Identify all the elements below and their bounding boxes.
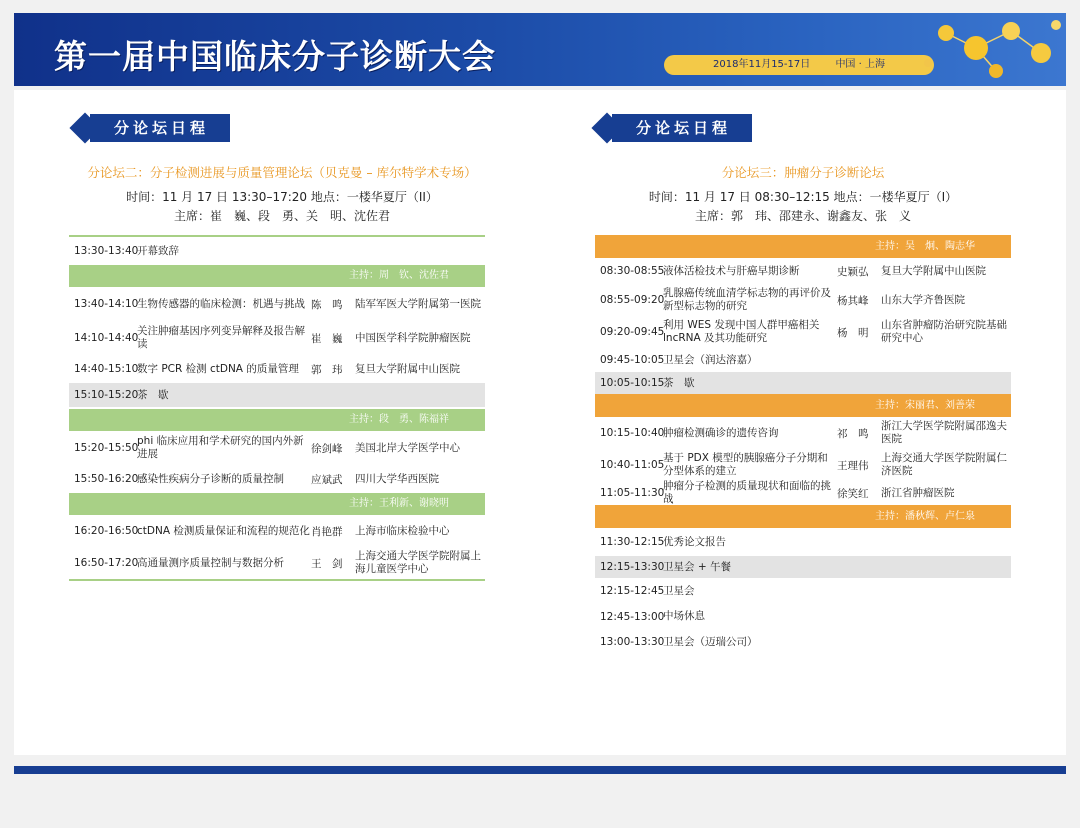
break-row bbox=[595, 372, 1011, 394]
row-time: 12:15-13:30 bbox=[600, 561, 665, 573]
row-time: 09:20-09:45 bbox=[600, 326, 665, 338]
row-org: 山东大学齐鲁医院 bbox=[881, 293, 965, 306]
row-org: 复旦大学附属中山医院 bbox=[881, 264, 986, 277]
molecule-decoration-icon bbox=[916, 13, 1066, 86]
row-org: 四川大学华西医院 bbox=[355, 472, 439, 485]
row-topic: 卫星会 + 午餐 bbox=[663, 560, 731, 573]
row-org: 陆军军医大学附属第一医院 bbox=[355, 297, 481, 310]
row-topic: 关注肿瘤基因序列变异解释及报告解读 bbox=[137, 325, 305, 350]
host-band: 主持：宋丽君、刘善荣 bbox=[595, 394, 1011, 417]
row-time: 10:05-10:15 bbox=[600, 377, 665, 389]
divider bbox=[69, 579, 485, 581]
lunch-row bbox=[595, 556, 1011, 578]
row-topic: 液体活检技术与肝癌早期诊断 bbox=[663, 264, 800, 277]
schedule-table bbox=[595, 235, 1011, 655]
row-speaker: 徐剑峰 bbox=[311, 442, 343, 455]
row-topic: 乳腺癌传统血清学标志物的再评价及新型标志物的研究 bbox=[663, 287, 831, 312]
row-speaker: 应斌武 bbox=[311, 473, 343, 486]
row-topic: 数字 PCR 检测 ctDNA 的质量管理 bbox=[137, 362, 299, 375]
table-row bbox=[595, 528, 1011, 556]
forum-time: 时间：11 月 17 日 13:30–17:20 地点：一楼华夏厅（II） bbox=[126, 190, 438, 204]
table-row bbox=[69, 547, 485, 579]
row-topic: 茶 歇 bbox=[663, 376, 695, 389]
table-row bbox=[69, 431, 485, 465]
row-time: 11:30-12:15 bbox=[600, 536, 665, 548]
row-speaker: 陈 鸣 bbox=[311, 298, 343, 311]
table-row bbox=[595, 316, 1011, 348]
section-tag bbox=[596, 114, 756, 142]
forum-title: 分论坛三：肿瘤分子诊断论坛 bbox=[721, 165, 885, 180]
table-row bbox=[69, 321, 485, 355]
right-page bbox=[544, 90, 1066, 755]
date-location-badge bbox=[664, 55, 934, 75]
table-row bbox=[595, 604, 1011, 629]
row-topic: 茶 歇 bbox=[137, 388, 169, 401]
footer-bar bbox=[14, 766, 1066, 774]
conference-title: 第一届中国临床分子诊断大会 bbox=[54, 37, 496, 76]
row-topic: 高通量测序质量控制与数据分析 bbox=[137, 556, 284, 569]
table-row bbox=[595, 417, 1011, 449]
host-band: 主持：王利新、谢晓明 bbox=[69, 493, 485, 515]
row-speaker: 崔 巍 bbox=[311, 332, 343, 345]
table-row bbox=[595, 284, 1011, 316]
table-row bbox=[595, 449, 1011, 481]
forum-chairs: 主席：崔 巍、段 勇、关 明、沈佐君 bbox=[173, 209, 390, 223]
row-speaker: 史颖弘 bbox=[837, 265, 869, 278]
row-topic: ctDNA 检测质量保证和流程的规范化 bbox=[137, 524, 310, 537]
row-speaker: 肖艳群 bbox=[311, 525, 343, 538]
row-time: 15:20-15:50 bbox=[74, 442, 139, 454]
row-topic: 基于 PDX 模型的胰腺癌分子分期和分型体系的建立 bbox=[663, 452, 828, 477]
host-band: 主持：吴 炯、陶志华 bbox=[595, 235, 1011, 258]
table-row bbox=[595, 578, 1011, 604]
table-row bbox=[69, 465, 485, 493]
forum-title: 分论坛二：分子检测进展与质量管理论坛（贝克曼 – 库尔特学术专场） bbox=[87, 165, 477, 180]
row-time: 09:45-10:05 bbox=[600, 354, 665, 366]
row-topic: phi 临床应用和学术研究的国内外新进展 bbox=[137, 435, 304, 460]
row-time: 13:00-13:30 bbox=[600, 636, 665, 648]
row-topic: 中场休息 bbox=[663, 610, 705, 622]
table-row bbox=[69, 287, 485, 321]
row-speaker: 王 剑 bbox=[311, 557, 343, 570]
row-time: 10:40-11:05 bbox=[600, 459, 665, 471]
row-time: 08:55-09:20 bbox=[600, 294, 665, 306]
schedule-table bbox=[69, 235, 485, 581]
row-topic: 卫星会（润达溶嘉） bbox=[663, 353, 758, 366]
row-org: 浙江省肿瘤医院 bbox=[881, 486, 955, 499]
row-org: 浙江大学医学院附属邵逸夫医院 bbox=[881, 420, 1007, 445]
row-time: 13:30-13:40 bbox=[74, 245, 139, 257]
section-tag bbox=[74, 114, 234, 142]
table-row bbox=[595, 348, 1011, 372]
row-topic: 优秀论文报告 bbox=[663, 535, 726, 548]
section-tag-label: 分论坛日程 bbox=[612, 114, 752, 142]
table-row bbox=[69, 515, 485, 547]
table-row bbox=[69, 355, 485, 383]
row-time: 11:05-11:30 bbox=[600, 487, 665, 499]
row-speaker: 王理伟 bbox=[837, 459, 869, 472]
row-org: 上海交通大学医学院附属仁济医院 bbox=[881, 452, 1007, 477]
forum-time: 时间：11 月 17 日 08:30–12:15 地点：一楼华夏厅（I） bbox=[648, 190, 958, 204]
row-org: 中国医学科学院肿瘤医院 bbox=[355, 331, 471, 344]
row-topic: 感染性疾病分子诊断的质量控制 bbox=[137, 472, 284, 485]
row-time: 16:50-17:20 bbox=[74, 557, 139, 569]
row-time: 16:20-16:50 bbox=[74, 525, 139, 537]
row-org: 山东省肿瘤防治研究院基础研究中心 bbox=[881, 319, 1007, 344]
section-tag-label: 分论坛日程 bbox=[90, 114, 230, 142]
block1-rows bbox=[69, 287, 485, 383]
host-band: 主持：潘秋辉、卢仁泉 bbox=[595, 505, 1011, 528]
row-topic: 生物传感器的临床检测：机遇与挑战 bbox=[137, 297, 305, 310]
row-speaker: 徐笑红 bbox=[837, 487, 869, 500]
forum-chairs: 主席：郭 玮、邵建永、谢鑫友、张 义 bbox=[694, 209, 911, 223]
row-time: 10:15-10:40 bbox=[600, 427, 665, 439]
host-band: 主持：周 钦、沈佐君 bbox=[69, 265, 485, 287]
table-row bbox=[595, 481, 1011, 505]
row-topic: 开幕致辞 bbox=[137, 244, 179, 257]
row-speaker: 杨其峰 bbox=[837, 294, 869, 307]
conference-location: 中国 · 上海 bbox=[835, 59, 885, 70]
row-time: 12:45-13:00 bbox=[600, 610, 665, 623]
row-speaker: 郭 玮 bbox=[311, 363, 343, 376]
row-org: 上海市临床检验中心 bbox=[355, 524, 450, 537]
conference-banner bbox=[14, 13, 1066, 86]
break-row bbox=[69, 383, 485, 407]
row-topic: 肿瘤检测确诊的遗传咨询 bbox=[663, 426, 779, 439]
row-org: 美国北岸大学医学中心 bbox=[355, 441, 460, 454]
row-time: 12:15-12:45 bbox=[600, 585, 665, 597]
row-time: 14:10-14:40 bbox=[74, 332, 139, 344]
row-topic: 卫星会 bbox=[663, 584, 695, 597]
row-org: 复旦大学附属中山医院 bbox=[355, 362, 460, 375]
row-time: 14:40-15:10 bbox=[74, 363, 139, 375]
row-topic: 卫星会（迈瑞公司） bbox=[663, 635, 758, 648]
row-speaker: 祁 鸣 bbox=[837, 427, 869, 440]
row-time: 15:50-16:20 bbox=[74, 473, 139, 485]
row-time: 15:10-15:20 bbox=[74, 389, 139, 401]
conference-date: 2018年11月15-17日 bbox=[713, 59, 811, 70]
left-page bbox=[14, 90, 544, 755]
row-topic: 利用 WES 发现中国人群甲癌相关 lncRNA 及其功能研究 bbox=[663, 319, 820, 344]
row-time: 08:30-08:55 bbox=[600, 265, 665, 277]
table-row bbox=[595, 629, 1011, 655]
host-band: 主持：段 勇、陈福祥 bbox=[69, 409, 485, 431]
row-speaker: 杨 明 bbox=[837, 326, 869, 339]
row-org: 上海交通大学医学院附属上海儿童医学中心 bbox=[355, 550, 481, 575]
row-topic: 肿瘤分子检测的质量现状和面临的挑战 bbox=[663, 480, 831, 505]
table-row bbox=[69, 237, 485, 265]
row-time: 13:40-14:10 bbox=[74, 298, 139, 310]
table-row bbox=[595, 258, 1011, 284]
